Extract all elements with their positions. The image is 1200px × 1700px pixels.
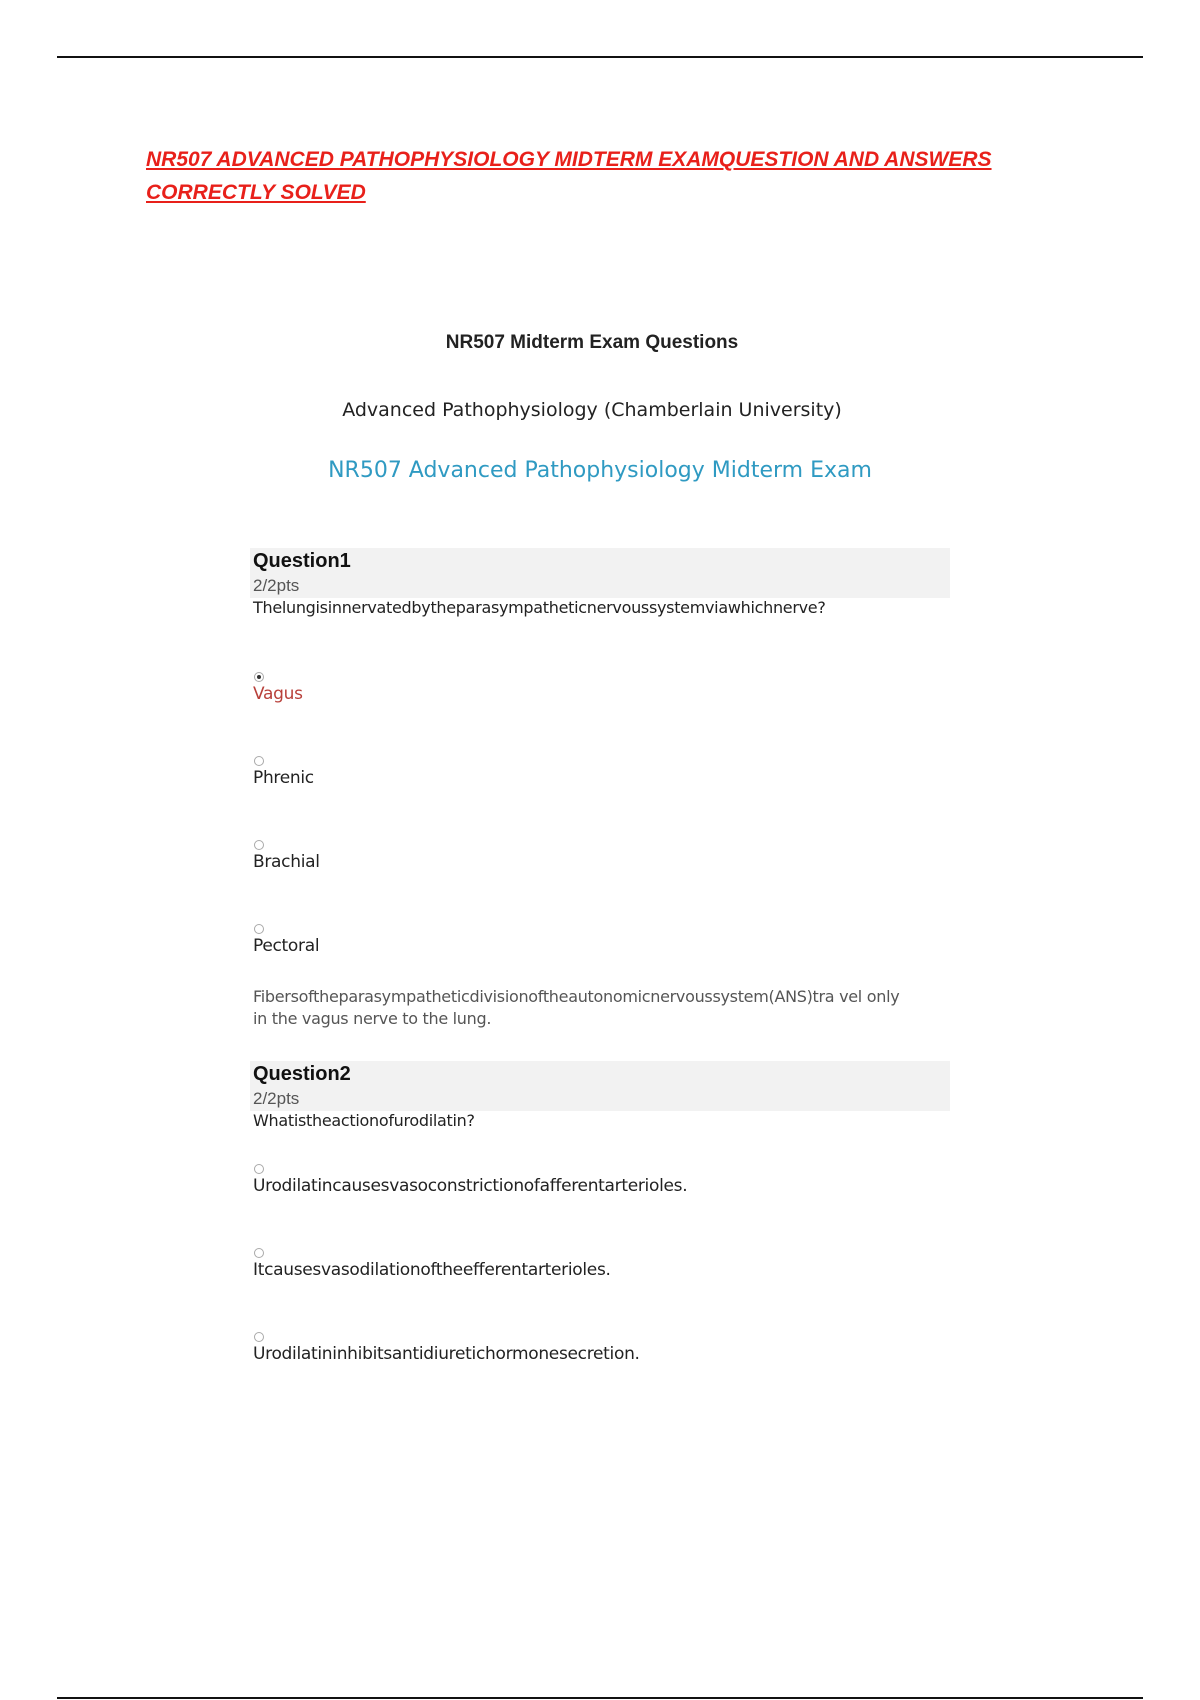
question-2-header xyxy=(250,1061,950,1111)
radio-icon[interactable] xyxy=(254,1248,264,1258)
radio-icon[interactable] xyxy=(254,924,264,934)
exam-questions-heading: NR507 Midterm Exam Questions xyxy=(445,332,739,353)
question-1-points: 2/2pts xyxy=(253,576,300,595)
top-rule xyxy=(57,56,1143,58)
radio-icon[interactable] xyxy=(254,1164,264,1174)
exam-title: NR507 Advanced Pathophysiology Midterm Exam xyxy=(328,458,872,483)
option-label: Vagus xyxy=(253,684,303,704)
document-title: NR507 ADVANCED PATHOPHYSIOLOGY MIDTERM EXAMQUESTION AND ANSWERS CORRECTLY SOLVED xyxy=(146,148,992,204)
question-1-title: Question1 xyxy=(253,550,351,572)
question-2-text: Whatistheactionofurodilatin? xyxy=(253,1111,475,1130)
option-label: Pectoral xyxy=(253,936,320,956)
question-1-header xyxy=(250,548,950,598)
option-label: Phrenic xyxy=(253,768,314,788)
option-label: Urodilatininhibitsantidiuretichormonesecretion. xyxy=(253,1344,640,1364)
option-label: Brachial xyxy=(253,852,320,872)
question-1-text: Thelungisinnervatedbytheparasympatheticnervoussystemviawhichnerve? xyxy=(253,598,826,617)
radio-icon[interactable] xyxy=(254,840,264,850)
bottom-rule xyxy=(57,1697,1143,1699)
option-label: Urodilatincausesvasoconstrictionofafferentarterioles. xyxy=(253,1176,688,1196)
radio-selected-icon[interactable] xyxy=(254,672,264,682)
question-2-title: Question2 xyxy=(253,1063,351,1085)
course-name: Advanced Pathophysiology (Chamberlain University) xyxy=(342,399,842,421)
question-1-feedback: Fibersoftheparasympatheticdivisionoftheautonomicnervoussystem(ANS)tra vel only in the vagus nerve to the lung. xyxy=(253,987,900,1028)
radio-icon[interactable] xyxy=(254,756,264,766)
radio-icon[interactable] xyxy=(254,1332,264,1342)
option-label: Itcausesvasodilationoftheefferentarterioles. xyxy=(253,1260,611,1280)
question-2-points: 2/2pts xyxy=(253,1089,300,1108)
